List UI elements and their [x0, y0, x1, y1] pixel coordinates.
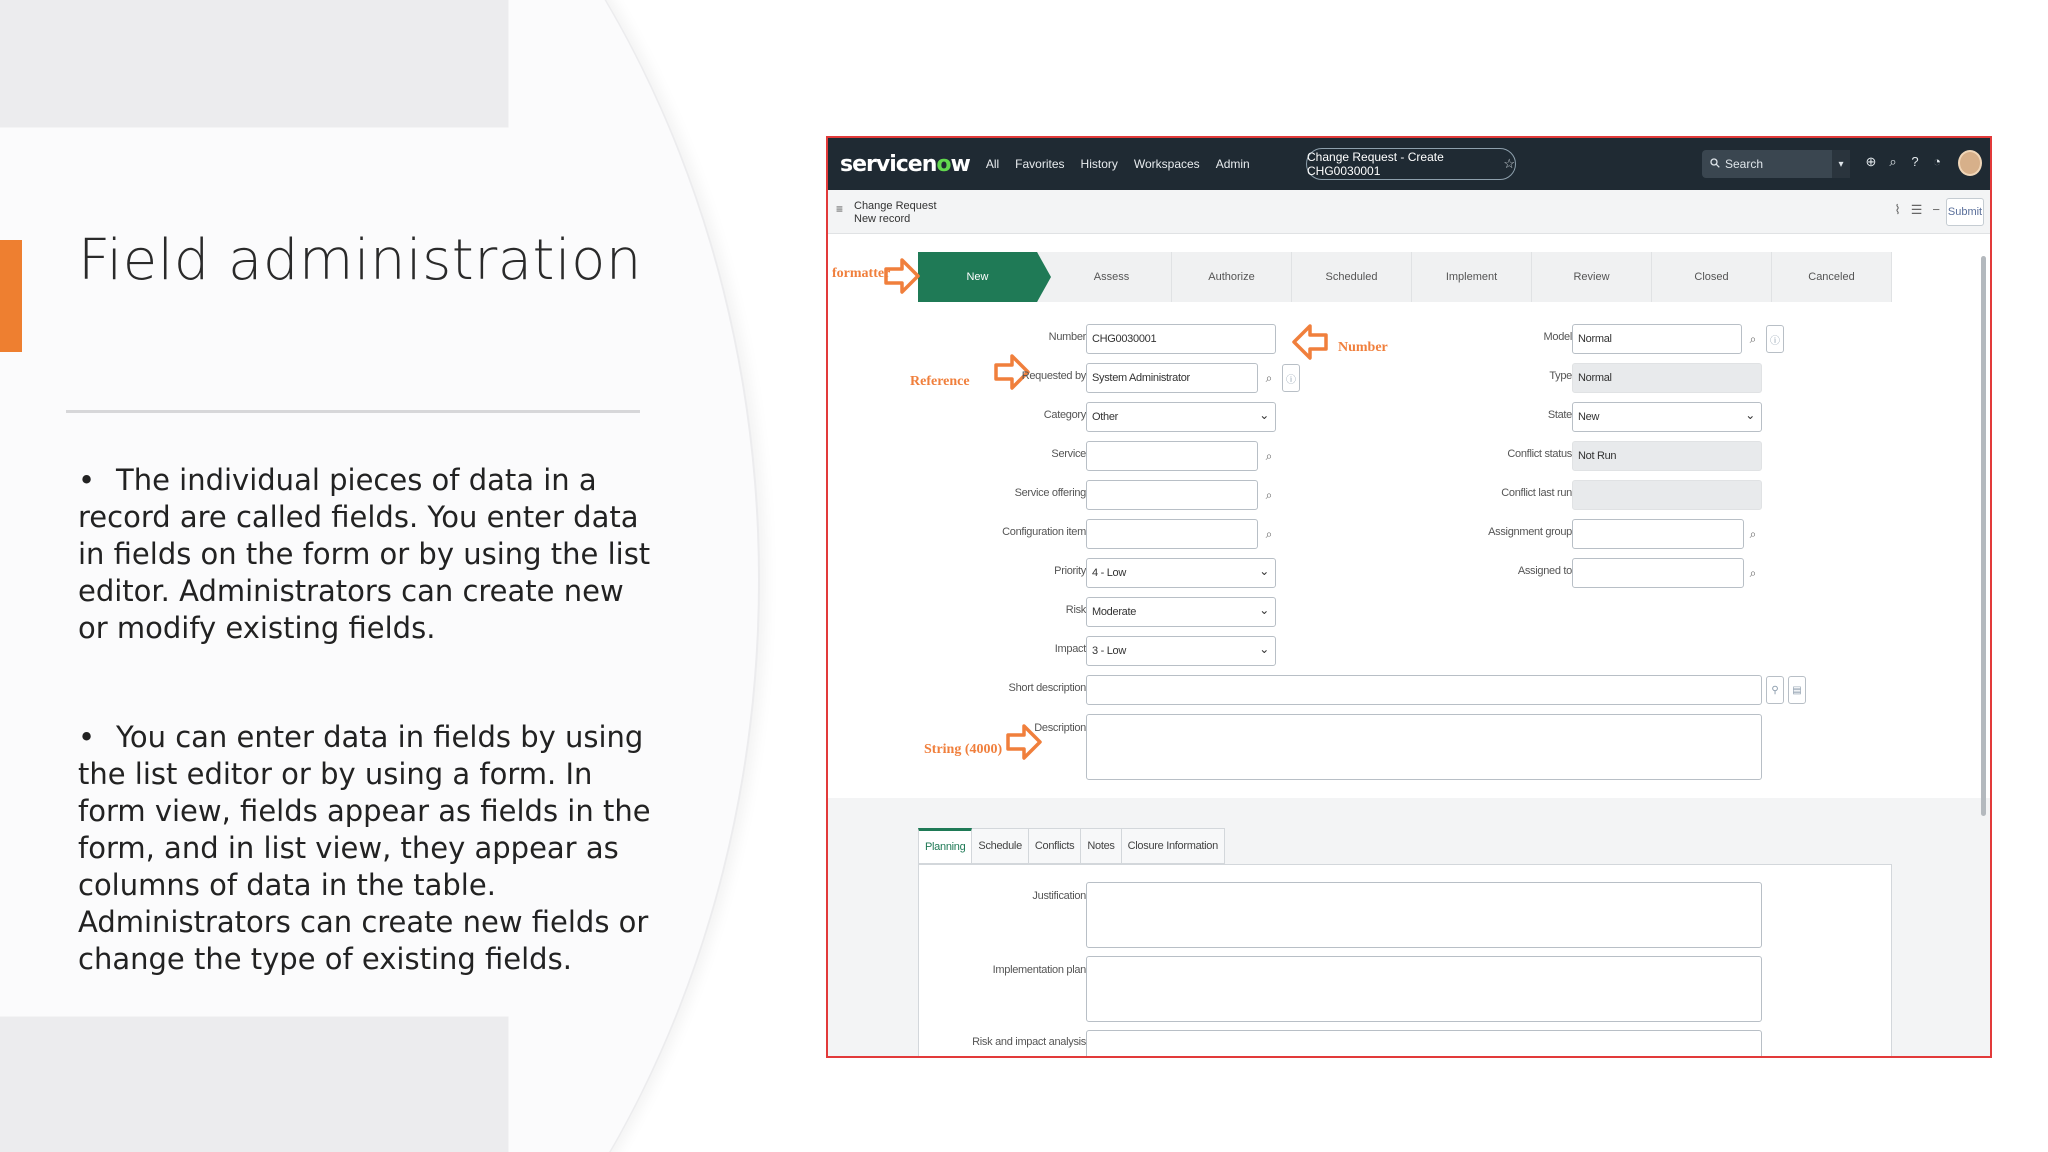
- user-avatar[interactable]: [1958, 150, 1982, 176]
- assignment-group-field[interactable]: [1572, 519, 1744, 549]
- attachment-icon[interactable]: ⌇: [1894, 202, 1901, 217]
- stage-implement: Implement: [1412, 252, 1532, 302]
- field-label-service: Service: [1051, 448, 1086, 460]
- servicenow-logo[interactable]: servicenow: [840, 151, 970, 177]
- nav-history[interactable]: History: [1080, 157, 1118, 171]
- field-label-state: State: [1547, 409, 1572, 421]
- bullet-text: The individual pieces of data in a record are called fields. You enter data in fields on the form or by using the list editor. Administrators can create new or modify existing fields.: [78, 463, 651, 645]
- field-label-description: Description: [1034, 722, 1086, 734]
- info-icon[interactable]: ⓘ: [1282, 364, 1300, 392]
- context-title: Change Request - Create CHG0030001: [1307, 150, 1444, 178]
- process-flow-formatter: [918, 252, 1892, 302]
- tab-planning[interactable]: Planning: [918, 828, 972, 864]
- submit-button[interactable]: Submit: [1946, 198, 1984, 226]
- form-tabs: [918, 828, 1225, 864]
- accent-bar: [0, 240, 22, 352]
- search-icon[interactable]: ⌕: [1265, 487, 1273, 502]
- global-search[interactable]: [1702, 150, 1850, 178]
- form-table-name: Change Request: [854, 200, 937, 212]
- stage-canceled: Canceled: [1772, 252, 1892, 302]
- search-icon[interactable]: ⌕: [1749, 331, 1757, 346]
- service-offering-field[interactable]: [1086, 480, 1258, 510]
- tab-schedule[interactable]: Schedule: [972, 828, 1028, 864]
- requested-by-field[interactable]: System Administrator: [1086, 363, 1258, 393]
- conflict-last-run-field: [1572, 480, 1762, 510]
- form-breadcrumb: [854, 200, 937, 226]
- search-icon: [1710, 157, 1720, 171]
- arrow-left-icon: [1290, 322, 1330, 362]
- assigned-to-field[interactable]: [1572, 558, 1744, 588]
- field-label-service-offering: Service offering: [1014, 487, 1086, 499]
- stage-new: New: [918, 252, 1038, 302]
- field-label-priority: Priority: [1054, 565, 1086, 577]
- menu-icon[interactable]: ≡: [836, 202, 844, 216]
- favorite-star-icon[interactable]: ☆: [1503, 156, 1515, 171]
- impact-select[interactable]: 3 - Low ⌄: [1086, 636, 1276, 666]
- number-field[interactable]: CHG0030001: [1086, 324, 1276, 354]
- nav-all[interactable]: All: [985, 157, 1000, 171]
- implementation-plan-field[interactable]: [1086, 956, 1762, 1022]
- annotation-formatter: formatter: [832, 266, 891, 281]
- more-icon[interactable]: −: [1932, 202, 1940, 217]
- bullet-marker: •: [78, 463, 96, 497]
- search-placeholder: Search: [1725, 157, 1764, 171]
- form-header-icons: [1894, 202, 1940, 218]
- chat-icon[interactable]: ⌕: [1889, 154, 1897, 169]
- priority-select[interactable]: 4 - Low ⌄: [1086, 558, 1276, 588]
- servicenow-screenshot: [826, 136, 1992, 1058]
- field-label-conflict-last-run: Conflict last run: [1501, 487, 1572, 499]
- annotation-string: String (4000): [924, 742, 1003, 757]
- suggestion-icon[interactable]: ⚲: [1766, 676, 1784, 704]
- bell-icon[interactable]: ◔: [1933, 154, 1941, 169]
- template-icon[interactable]: ▤: [1788, 676, 1806, 704]
- field-label-assignment-group: Assignment group: [1488, 526, 1572, 538]
- slide-title: Field administration: [78, 228, 642, 293]
- search-icon[interactable]: ⌕: [1265, 448, 1273, 463]
- field-label-model: Model: [1543, 331, 1572, 343]
- bullet-item: [78, 719, 658, 978]
- bullet-text: You can enter data in fields by using the list editor or by using a form. In form view, fields appear as fields in the form, and in list view, they appear as columns of data in the table. Administrators can create new fields or change the type of existing fields.: [78, 720, 651, 976]
- search-icon[interactable]: ⌕: [1265, 526, 1273, 541]
- description-field[interactable]: [1086, 714, 1762, 780]
- form-header: [828, 190, 1990, 234]
- field-label-risk-impact-analysis: Risk and impact analysis: [972, 1036, 1086, 1048]
- justification-field[interactable]: [1086, 882, 1762, 948]
- top-navigation-bar: [828, 138, 1990, 190]
- settings-icon[interactable]: ☰: [1910, 202, 1923, 217]
- info-icon[interactable]: ⓘ: [1766, 325, 1784, 353]
- field-label-number: Number: [1048, 331, 1086, 343]
- stage-authorize: Authorize: [1172, 252, 1292, 302]
- configuration-item-field[interactable]: [1086, 519, 1258, 549]
- stage-review: Review: [1532, 252, 1652, 302]
- stage-closed: Closed: [1652, 252, 1772, 302]
- arrow-right-icon: [882, 256, 922, 296]
- stage-assess: Assess: [1052, 252, 1172, 302]
- tab-closure-information[interactable]: Closure Information: [1122, 828, 1225, 864]
- type-field: Normal: [1572, 363, 1762, 393]
- nav-workspaces[interactable]: Workspaces: [1133, 157, 1200, 171]
- field-label-category: Category: [1043, 409, 1086, 421]
- search-scope-dropdown-icon[interactable]: ▾: [1832, 150, 1850, 178]
- annotation-reference: Reference: [910, 374, 970, 389]
- model-field[interactable]: Normal: [1572, 324, 1742, 354]
- field-label-justification: Justification: [1032, 890, 1086, 902]
- risk-impact-analysis-field[interactable]: [1086, 1030, 1762, 1058]
- bullet-marker: •: [78, 720, 96, 754]
- field-label-risk: Risk: [1065, 604, 1086, 616]
- search-icon[interactable]: ⌕: [1749, 526, 1757, 541]
- field-label-conflict-status: Conflict status: [1507, 448, 1572, 460]
- risk-select[interactable]: Moderate ⌄: [1086, 597, 1276, 627]
- short-description-field[interactable]: [1086, 675, 1762, 705]
- field-label-requested-by: Requested by: [1021, 370, 1086, 382]
- field-label-short-description: Short description: [1008, 682, 1086, 694]
- nav-favorites[interactable]: Favorites: [1015, 157, 1065, 171]
- field-label-implementation-plan: Implementation plan: [992, 964, 1086, 976]
- tab-conflicts[interactable]: Conflicts: [1029, 828, 1081, 864]
- category-select[interactable]: Other ⌄: [1086, 402, 1276, 432]
- title-divider: [66, 410, 640, 413]
- bullet-list: [78, 462, 658, 978]
- bullet-item: [78, 462, 658, 647]
- field-label-impact: Impact: [1054, 643, 1086, 655]
- globe-icon[interactable]: ⊕: [1865, 154, 1877, 169]
- scrollbar-thumb[interactable]: [1981, 256, 1986, 816]
- context-title-pill[interactable]: [1306, 148, 1516, 180]
- service-field[interactable]: [1086, 441, 1258, 471]
- field-label-configuration-item: Configuration item: [1002, 526, 1086, 538]
- annotation-number: Number: [1338, 340, 1388, 355]
- stage-scheduled: Scheduled: [1292, 252, 1412, 302]
- tab-notes[interactable]: Notes: [1081, 828, 1121, 864]
- help-icon[interactable]: ?: [1911, 154, 1919, 169]
- nav-admin[interactable]: Admin: [1215, 157, 1250, 171]
- conflict-status-field: Not Run: [1572, 441, 1762, 471]
- search-icon[interactable]: ⌕: [1749, 565, 1757, 580]
- state-select[interactable]: New ⌄: [1572, 402, 1762, 432]
- field-label-type: Type: [1549, 370, 1572, 382]
- field-label-assigned-to: Assigned to: [1517, 565, 1572, 577]
- form-record-name: New record: [854, 213, 911, 225]
- form-scrollbar[interactable]: [1980, 248, 1988, 1056]
- search-icon[interactable]: ⌕: [1265, 370, 1273, 385]
